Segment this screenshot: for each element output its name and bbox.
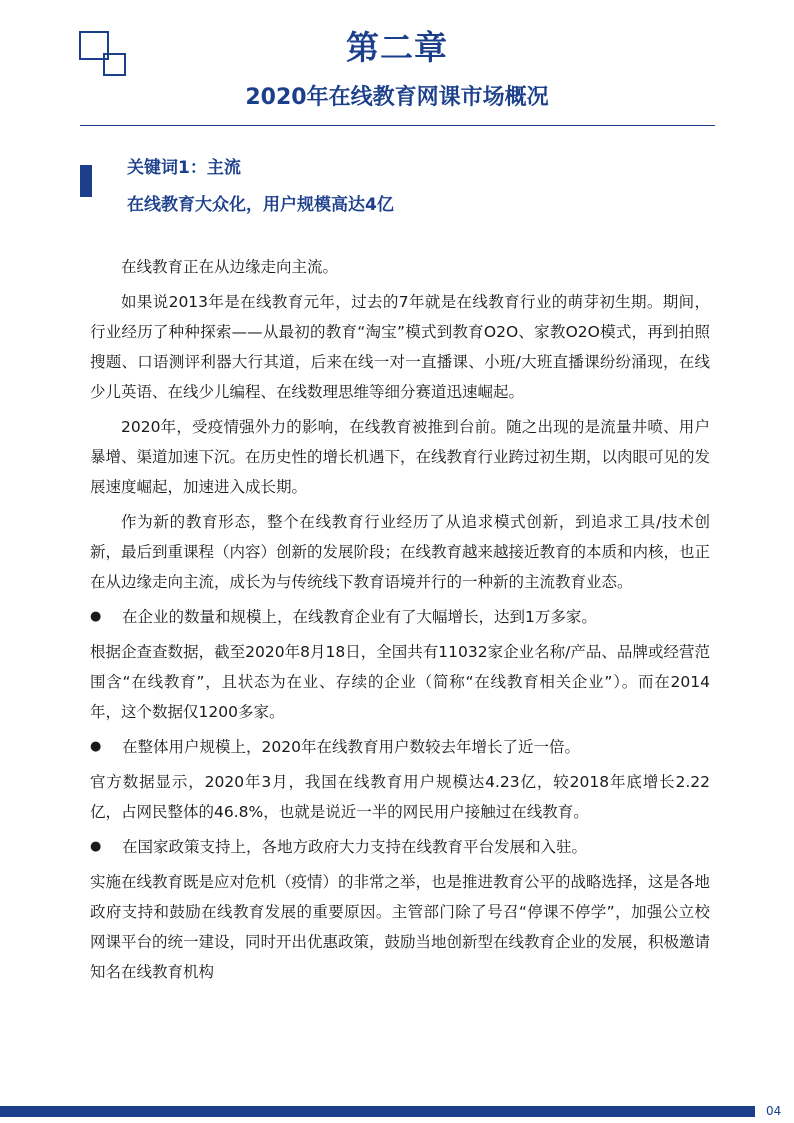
paragraph: 根据企查查数据，截至2020年8月18日，全国共有11032家企业名称/产品、品牌或经营范围含“在线教育”，且状态为在业、存续的企业（简称“在线教育相关企业”）。而在2014年，这个数据仅1200多家。: [90, 643, 710, 721]
bullet-point: [90, 832, 710, 862]
bullet-point: [90, 602, 710, 632]
paragraph: 作为新的教育形态，整个在线教育行业经历了从追求模式创新，到追求工具/技术创新，最后到重课程（内容）创新的发展阶段；在线教育越来越接近教育的本质和内核，也正在从边缘走向主流，成长为与传统线下教育语境并行的一种新的主流教育业态。: [90, 513, 711, 591]
keyword-heading: 关键词1：主流: [127, 158, 241, 178]
paragraph: 如果说2013年是在线教育元年，过去的7年就是在线教育行业的萌芽初生期。期间，行业经历了种种探索——从最初的教育“淘宝”模式到教育O2O、家教O2O模式，再到拍照搜题、口语测评利器大行其道，后来在线一对一直播课、小班/大班直播课纷纷涌现，在线少儿英语、在线少儿编程、在线数理思维等细分赛道迅速崛起。: [90, 293, 710, 401]
keyword-marker: [80, 165, 92, 197]
chapter-subtitle: 2020年在线教育网课市场概况: [245, 85, 549, 110]
paragraph: 实施在线教育既是应对危机（疫情）的非常之举，也是推进教育公平的战略选择，这是各地政府支持和鼓励在线教育发展的重要原因。主管部门除了号召“停课不停学”，加强公立校网课平台的统一建设，同时开出优惠政策，鼓励当地创新型在线教育企业的发展，积极邀请知名在线教育机构: [90, 873, 711, 981]
bullet-text: 在企业的数量和规模上，在线教育企业有了大幅增长，达到1万多家。: [122, 608, 597, 626]
paragraph: 官方数据显示，2020年3月，我国在线教育用户规模达4.23亿，较2018年底增长2.22亿，占网民整体的46.8%，也就是说近一半的网民用户接触过在线教育。: [90, 773, 710, 821]
page-number: 04: [766, 1104, 782, 1118]
paragraph: 在线教育正在从边缘走向主流。: [121, 258, 339, 276]
chapter-title: 第二章: [346, 28, 448, 67]
footer-bar: [0, 1106, 755, 1117]
bullet-dot-icon: ●: [90, 739, 102, 754]
header-divider: [80, 125, 715, 126]
bullet-point: [90, 732, 710, 762]
bullet-text: 在整体用户规模上，2020年在线教育用户数较去年增长了近一倍。: [122, 738, 580, 756]
bullet-dot-icon: ●: [90, 839, 102, 854]
bullet-dot-icon: ●: [90, 609, 102, 624]
paragraph: 2020年，受疫情强外力的影响，在线教育被推到台前。随之出现的是流量井喷、用户暴增、渠道加速下沉。在历史性的增长机遇下，在线教育行业跨过初生期，以肉眼可见的发展速度崛起，加速进入成长期。: [90, 418, 711, 496]
bullet-text: 在国家政策支持上，各地方政府大力支持在线教育平台发展和入驻。: [122, 838, 588, 856]
article-body: [90, 252, 710, 992]
keyword-subheading: 在线教育大众化，用户规模高达4亿: [127, 195, 394, 215]
